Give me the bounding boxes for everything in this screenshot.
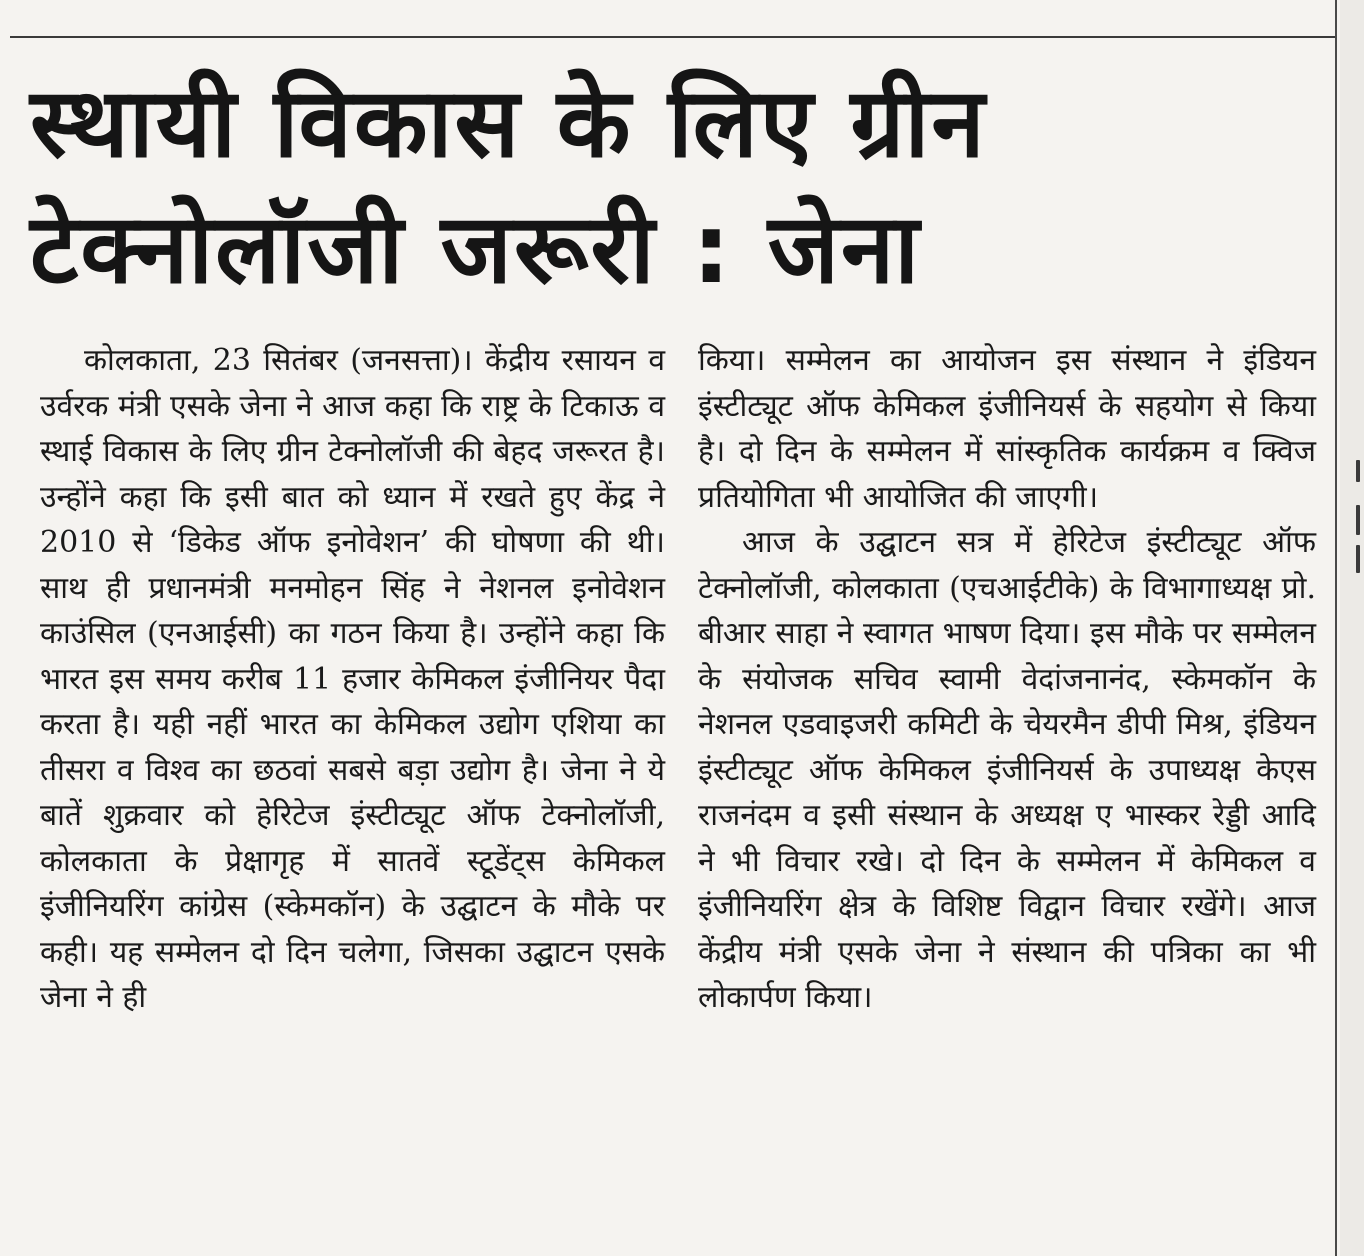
edge-text-fragment [1356,505,1360,535]
edge-text-fragment [1356,545,1360,573]
article-column-right [698,338,1316,1021]
right-column-rule [1335,0,1337,1256]
article-paragraph: आज के उद्घाटन सत्र में हेरिटेज इंस्टीट्यूट ऑफ टेक्नोलॉजी, कोलकाता (एचआईटीके) के विभागाध्यक्ष प्रो. बीआर साहा ने स्वागत भाषण दिया। इस मौके पर सम्मेलन के संयोजक सचिव स्वामी वेदांजनानंद, स्केमकॉन के नेशनल एडवाइजरी कमिटी के चेयरमैन डीपी मिश्र, इंडियन इंस्टीट्यूट ऑफ केमिकल इंजीनियर्स के उपाध्यक्ष केएस राजनंदम व इसी संस्थान के अध्यक्ष ए भास्कर रेड्डी आदि ने भी विचार रखे। दो दिन के सम्मेलन में केमिकल व इंजीनियरिंग क्षेत्र के विशिष्ट विद्वान विचार रखेंगे। आज केंद्रीय मंत्री एसके जेना ने संस्थान की पत्रिका का भी लोकार्पण किया। [698,525,1316,1015]
article-paragraph: किया। सम्मेलन का आयोजन इस संस्थान ने इंडियन इंस्टीट्यूट ऑफ केमिकल इंजीनियर्स के सहयोग से किया है। दो दिन के सम्मेलन में सांस्कृतिक कार्यक्रम व क्विज प्रतियोगिता भी आयोजित की जाएगी। [698,343,1316,515]
article-column-left [40,338,665,1021]
adjacent-column-edge [1340,0,1364,1256]
edge-text-fragment [1356,460,1360,482]
article-paragraph: कोलकाता, 23 सितंबर (जनसत्ता)। केंद्रीय रसायन व उर्वरक मंत्री एसके जेना ने आज कहा कि राष्ट्र के टिकाऊ व स्थाई विकास के लिए ग्रीन टेक्नोलॉजी की बेहद जरूरत है। उन्होंने कहा कि इसी बात को ध्यान में रखते हुए केंद्र ने 2010 से ‘डिकेड ऑफ इनोवेशन’ की घोषणा की थी। साथ ही प्रधानमंत्री मनमोहन सिंह ने नेशनल इनोवेशन काउंसिल (एनआईसी) का गठन किया है। उन्होंने कहा कि भारत इस समय करीब 11 हजार केमिकल इंजीनियर पैदा करता है। यही नहीं भारत का केमिकल उद्योग एशिया का तीसरा व विश्व का छठवां सबसे बड़ा उद्योग है। जेना ने ये बातें शुक्रवार को हेरिटेज इंस्टीट्यूट ऑफ टेक्नोलॉजी, कोलकाता के प्रेक्षागृह में सातवें स्टूडेंट्स केमिकल इंजीनियरिंग कांग्रेस (स्केमकॉन) के उद्घाटन के मौके पर कही। यह सम्मेलन दो दिन चलेगा, जिसका उद्घाटन एसके जेना ने ही [40,343,665,1015]
top-divider-rule [10,36,1335,38]
article-headline: स्थायी विकास के लिए ग्रीन टेक्नोलॉजी जरूरी : जेना [30,67,987,305]
